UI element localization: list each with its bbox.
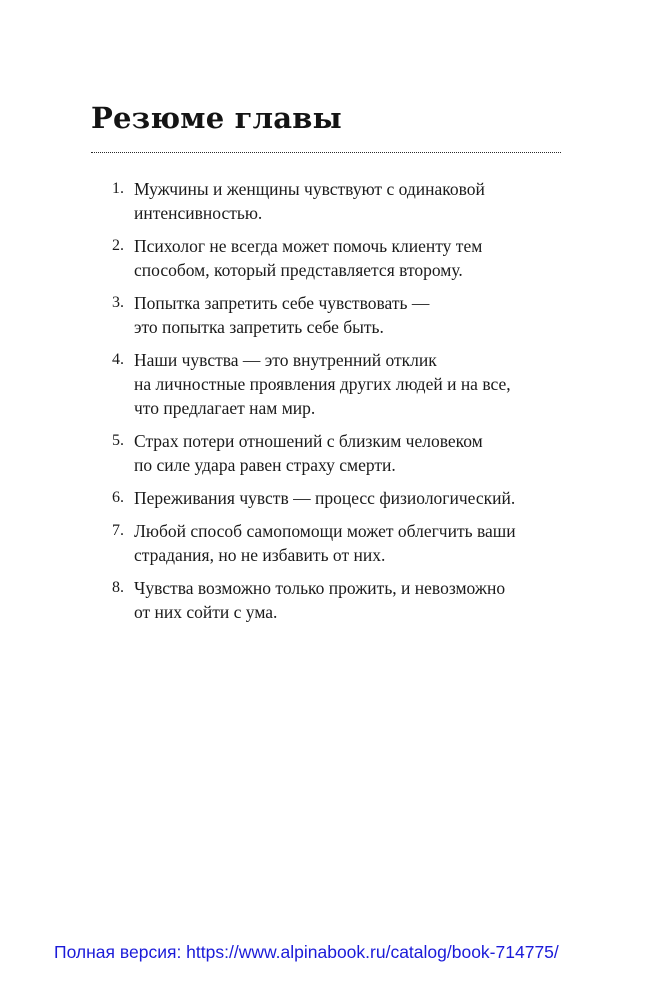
item-text-line: страдания, но не избавить от них. — [134, 545, 386, 565]
summary-item-6 — [112, 486, 572, 510]
summary-item-2 — [112, 234, 572, 282]
item-text-line: Страх потери отношений с близким человеком — [134, 431, 483, 451]
item-number: 8. — [112, 579, 124, 596]
item-number: 1. — [112, 180, 124, 197]
item-text-line: интенсивностью. — [134, 203, 263, 223]
summary-item-8 — [112, 576, 572, 624]
item-text-line: по силе удара равен страху смерти. — [134, 455, 396, 475]
summary-item-4 — [112, 348, 572, 420]
dotted-divider — [91, 152, 561, 153]
item-text-line: что предлагает нам мир. — [134, 398, 316, 418]
item-number: 4. — [112, 351, 124, 368]
item-text-line: Любой способ самопомощи может облегчить ваши — [134, 521, 516, 541]
summary-list — [112, 177, 572, 633]
item-text-line: Переживания чувств — процесс физиологический. — [134, 488, 516, 508]
summary-item-5 — [112, 429, 572, 477]
item-text-line: Мужчины и женщины чувствуют с одинаковой — [134, 179, 485, 199]
item-text-line: Попытка запретить себе чувствовать — — [134, 293, 430, 313]
item-number: 6. — [112, 489, 124, 506]
item-number: 2. — [112, 237, 124, 254]
item-text-line: Чувства возможно только прожить, и невозможно — [134, 578, 506, 598]
item-text-line: способом, который представляется второму. — [134, 260, 463, 280]
full-version-link[interactable]: Полная версия: https://www.alpinabook.ru/catalog/book-714775/ — [54, 942, 559, 962]
summary-item-7 — [112, 519, 572, 567]
item-number: 3. — [112, 294, 124, 311]
item-text-line: Психолог не всегда может помочь клиенту тем — [134, 236, 483, 256]
item-text-line: Наши чувства — это внутренний отклик — [134, 350, 437, 370]
summary-item-1 — [112, 177, 572, 225]
item-text-line: на личностные проявления других людей и на все, — [134, 374, 511, 394]
item-number: 5. — [112, 432, 124, 449]
chapter-summary-title: Резюме главы — [91, 101, 342, 135]
item-text-line: это попытка запретить себе быть. — [134, 317, 384, 337]
summary-item-3 — [112, 291, 572, 339]
item-text-line: от них сойти с ума. — [134, 602, 278, 622]
item-number: 7. — [112, 522, 124, 539]
